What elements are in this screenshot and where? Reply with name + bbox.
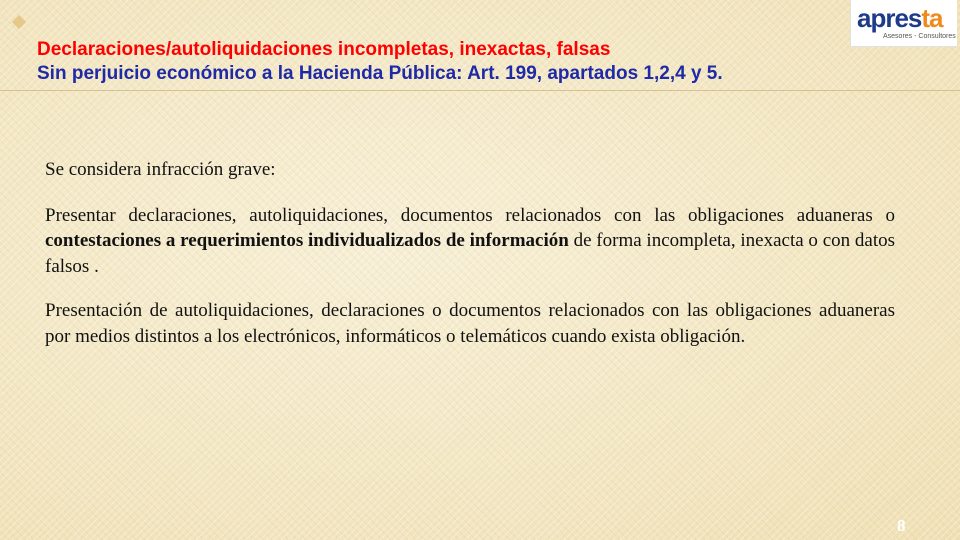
slide-header: [37, 38, 723, 86]
page-number: 8: [897, 516, 906, 535]
corner-decoration: [12, 15, 26, 29]
paragraph-1-text-start: Presentar declaraciones, autoliquidaciones, documentos relacionados con las obligaciones aduaneras o: [45, 204, 895, 226]
header-divider: [0, 90, 960, 91]
paragraph-1: [45, 203, 895, 280]
logo-tagline: Asesores - Consultores: [883, 33, 956, 40]
paragraph-1-text-end: de forma incompleta, inexacta o con datos falsos .: [45, 230, 895, 277]
logo-wordmark: apresta: [857, 3, 943, 33]
company-logo: [850, 0, 957, 47]
slide-subtitle: Sin perjuicio económico a la Hacienda Pública: Art. 199, apartados 1,2,4 y 5.: [37, 63, 723, 84]
paragraph-2: Presentación de autoliquidaciones, declaraciones o documentos relacionados con las obligaciones aduaneras por medios distintos a los electrónicos, informáticos o telemáticos cuando exista obligación.: [45, 300, 895, 347]
intro-text: Se considera infracción grave:: [45, 159, 276, 180]
slide-body: [45, 157, 895, 349]
slide-title: Declaraciones/autoliquidaciones incompletas, inexactas, falsas: [37, 39, 611, 60]
paragraph-1-bold-text: contestaciones a requerimientos individualizados de información: [45, 230, 569, 251]
